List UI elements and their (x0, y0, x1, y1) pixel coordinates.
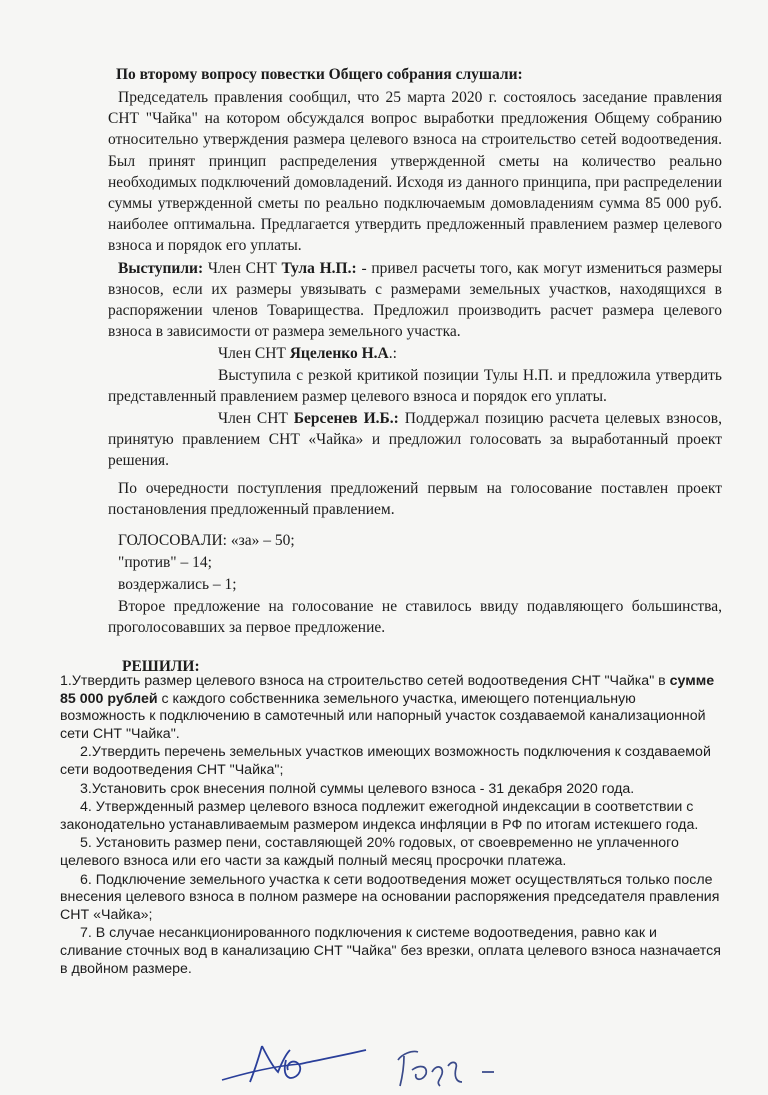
decision-item-2: 2.Утвердить перечень земельных участков имеющих возможность подключения к создаваемой сети водоотведения СНТ "Чайка"; (60, 744, 711, 778)
speaker-yatselenko-name: Яцеленко Н.А (289, 345, 389, 363)
speaker-yatselenko-body: Выступила с резкой критикой позиции Тулы Н.П. и предложила утвердить представленный правлением размер целевого взноса и порядок его уплаты. (108, 366, 722, 405)
speaker-tula-text: - привел расчеты того, как могут измениться размеры взносов, если их размеры увязывать с размерами земельных участков, находящихся в распоряжении членов Товарищества. Предложил производить расчет размера целевого взноса в зависимости от размера земельного участка. (108, 259, 723, 341)
speaker-tula-name: Тула Н.П.: (281, 259, 357, 277)
order-paragraph: По очередности поступления предложений первым на голосование поставлен проект постановления предложенный правлением. (108, 479, 722, 518)
decision-1-bold: сумме 85 000 рублей (60, 673, 715, 707)
decision-item-7: 7. В случае несанкционированного подключения к системе водоотведения, равно как и сливание сточных вод в канализацию СНТ "Чайка" без врезки, оплата целевого взноса назначается в двойном размере. (60, 925, 721, 977)
vote-against: "против" – 14; (118, 554, 212, 572)
decision-item-3: 3.Установить срок внесения полной суммы целевого взноса - 31 декабря 2020 года. (80, 780, 635, 797)
decision-1-start: 1.Утвердить размер целевого взноса на строительство сетей водоотведения СНТ "Чайка" в (60, 673, 666, 689)
speaker-yatselenko-line (108, 343, 722, 364)
speaker-bersenev-text: Поддержал позицию расчета целевых взносов, принятую правлением СНТ «Чайка» и предложил голосовать за выработанный проект решения. (108, 410, 722, 470)
decision-1-end: с каждого собственника земельного участка, имеющего потенциальную возможность к подключению в самотечный или напорный участок создаваемой канализационной сети СНТ "Чайка". (60, 690, 706, 742)
speaker-tula (108, 258, 722, 343)
decision-item-4: 4. Утвержденный размер целевого взноса подлежит ежегодной индексации в соответствии с законодательно устанавливаемым размером индекса инфляции в РФ по итогам истекшего года. (60, 799, 699, 833)
speaker-yatselenko-prefix: Член СНТ (218, 345, 286, 363)
speaker-bersenev-name: Берсенев И.Б.: (293, 410, 399, 428)
voting-block (108, 530, 722, 638)
vote-abstained: воздержались – 1; (118, 576, 237, 594)
decision-item-1 (60, 673, 722, 743)
vote-note: Второе предложение на голосование не ставилось ввиду подавляющего большинства, проголосовавших за первое предложение. (108, 598, 722, 637)
speaker-yatselenko-suffix: .: (388, 345, 397, 363)
speakers-label: Выступили: (118, 259, 204, 277)
decided-heading: РЕШИЛИ: (122, 658, 200, 676)
speaker-bersenev-prefix: Член СНТ (218, 410, 288, 428)
decision-item-6: 6. Подключение земельного участка к сети водоотведения может осуществляться только после внесения целевого взноса в полном размере на основании распоряжения председателя правления СНТ «Чайка»; (60, 871, 720, 923)
speaker-tula-prefix: Член СНТ (207, 259, 277, 277)
intro-paragraph: Председатель правления сообщил, что 25 марта 2020 г. состоялось заседание правления СНТ "Чайка" на котором обсуждался вопрос выработки предложения Общему собранию относительно утверждения размера целевого взноса на строительство сетей водоотведения. Был принят принцип распределения утвержденной сметы на количество реально необходимых подключений домовладений. Исходя из данного принципа, при распределении суммы утвержденной сметы по реально подключаемым домовладениям сумма 85 000 руб. наиболее оптимальна. Предлагается утвердить предложенный правлением размер целевого взноса и порядок его уплаты. (108, 89, 722, 255)
decision-item-5: 5. Установить размер пени, составляющей 20% годовых, от своевременно не уплаченного целевого взноса или его части за каждый полный месяц просрочки платежа. (60, 835, 679, 869)
section-heading: По второму вопросу повестки Общего собрания слушали: (116, 66, 523, 83)
decisions-list (60, 672, 722, 978)
vote-for: ГОЛОСОВАЛИ: «за» – 50; (118, 532, 295, 550)
speaker-bersenev (108, 408, 722, 472)
speaker-yatselenko-text (108, 365, 722, 407)
